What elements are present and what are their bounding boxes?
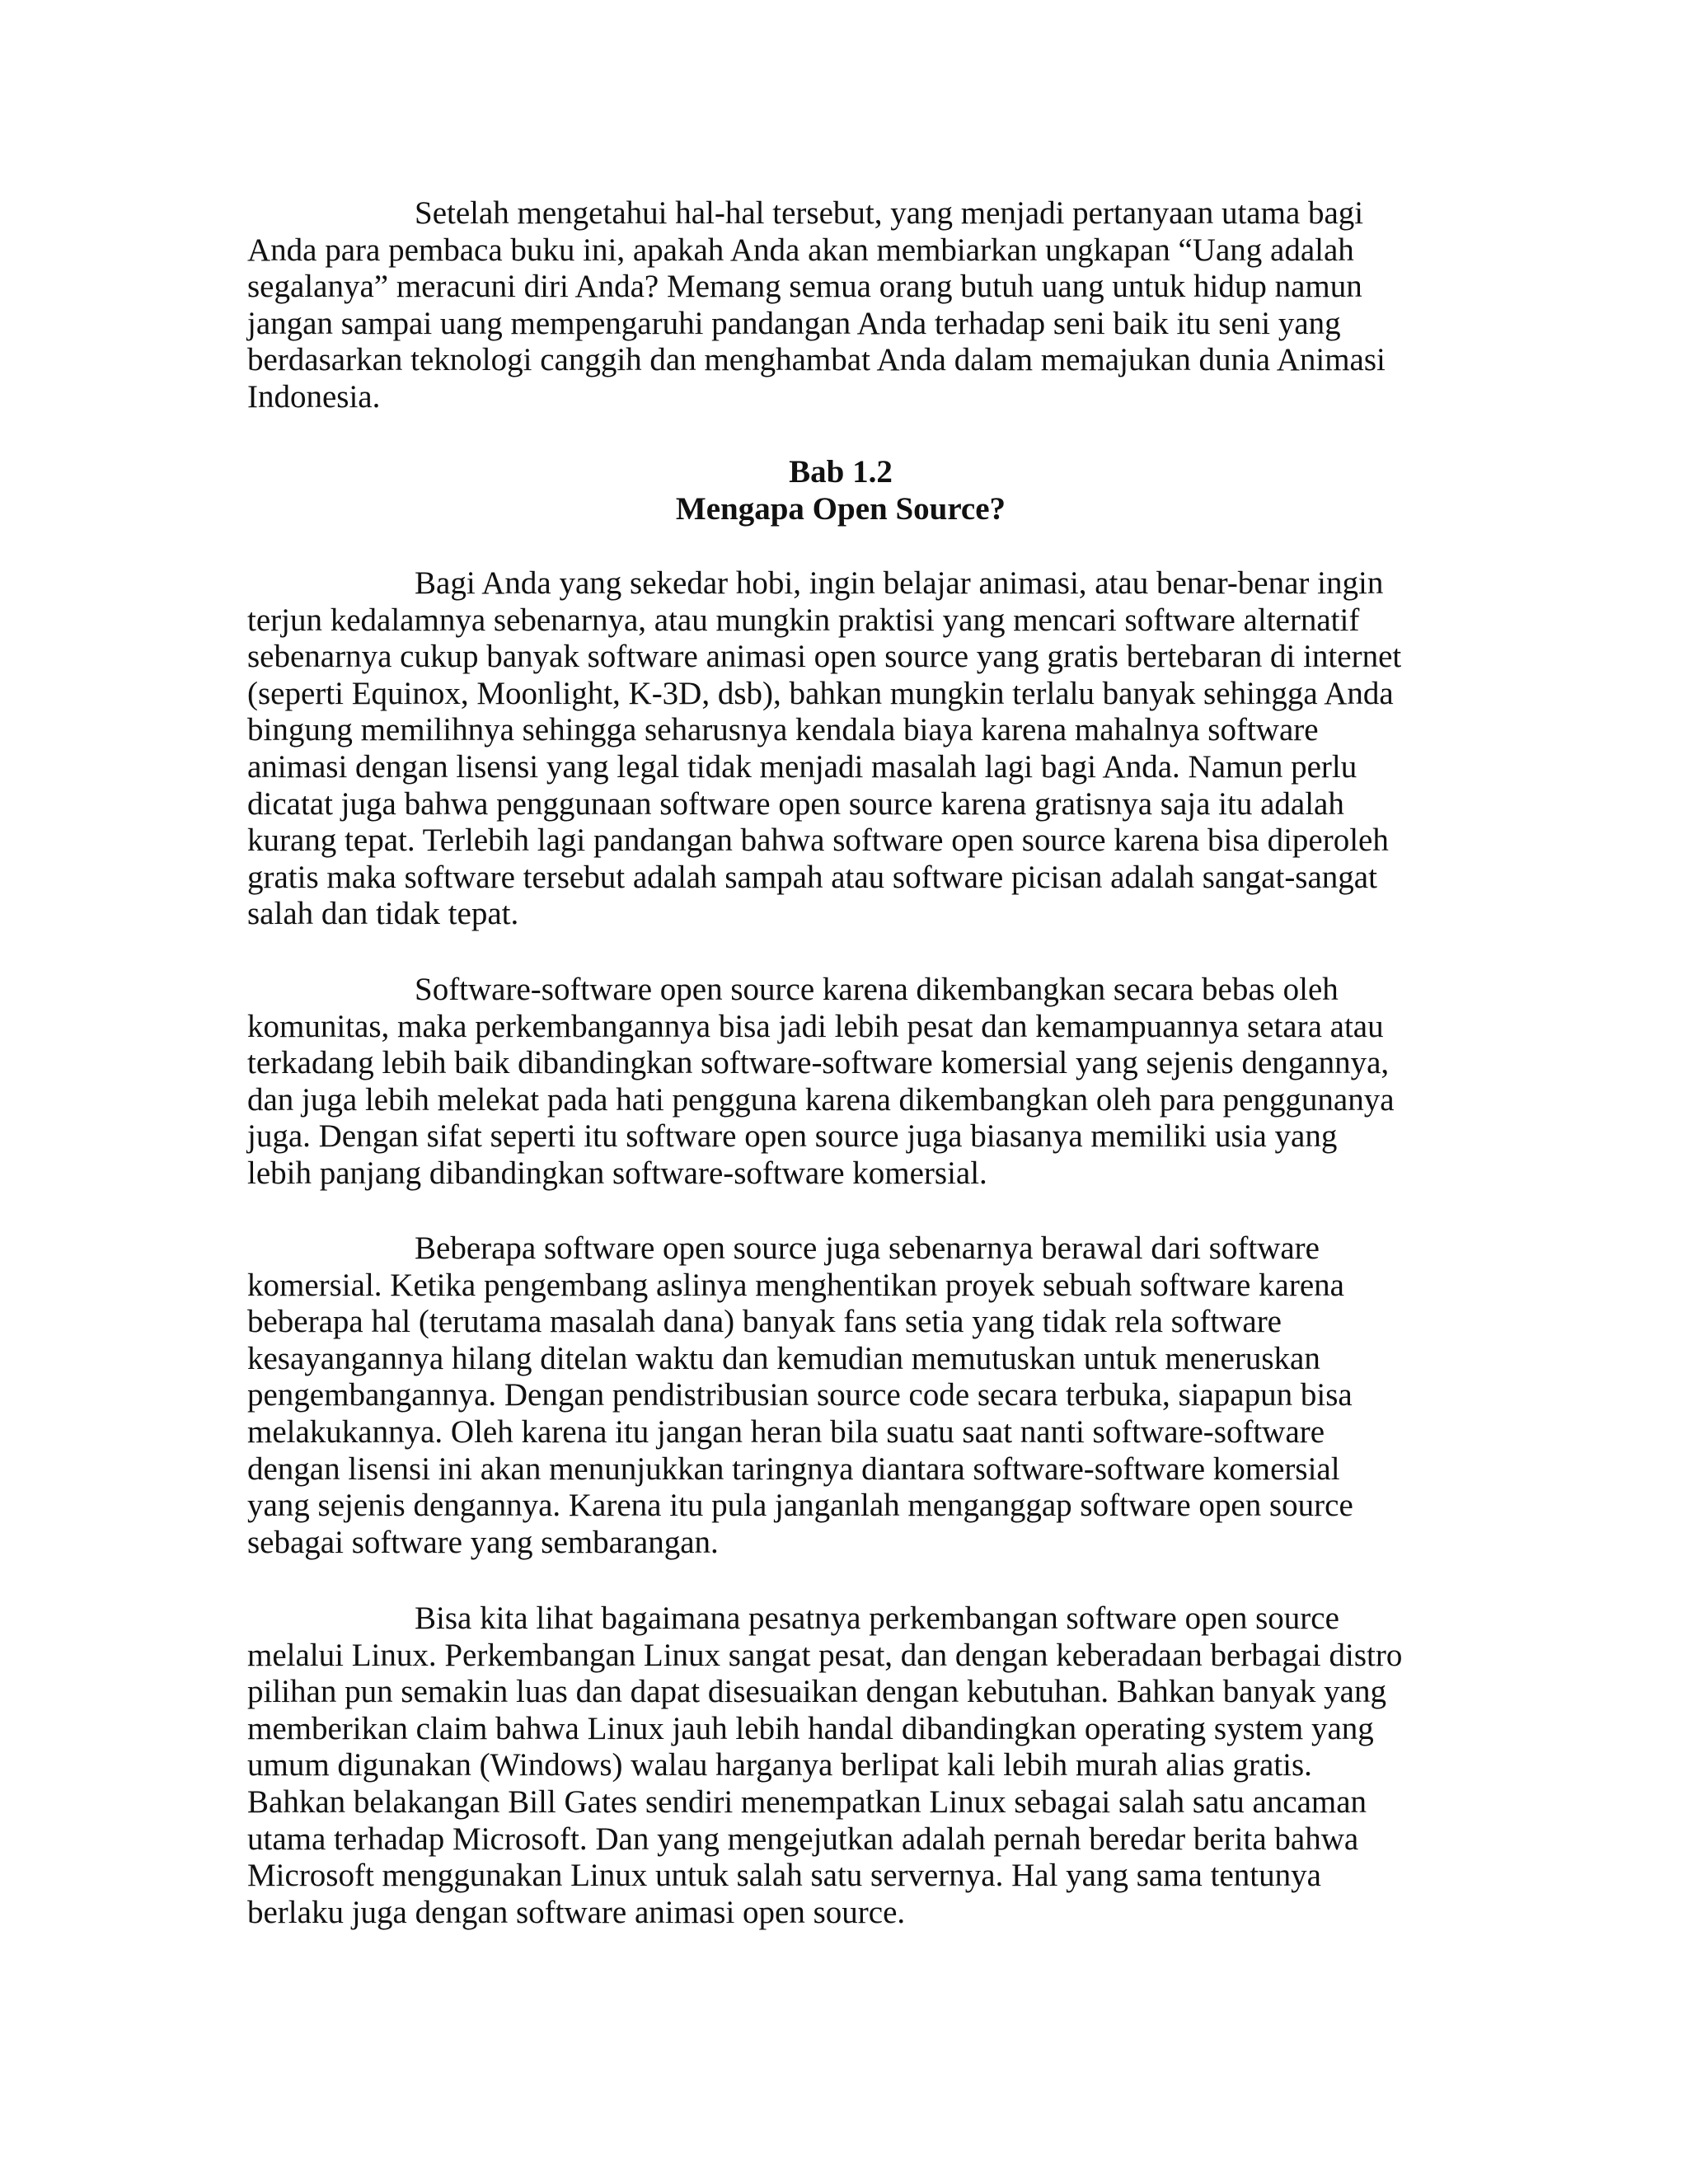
paragraph-line: dengan lisensi ini akan menunjukkan taringnya diantara software-software komersial (247, 1451, 1340, 1487)
paragraph-line: Bisa kita lihat bagaimana pesatnya perkembangan software open source (415, 1601, 1339, 1636)
paragraph-line: umum digunakan (Windows) walau harganya berlipat kali lebih murah alias gratis. (247, 1747, 1312, 1783)
paragraph-line: memberikan claim bahwa Linux jauh lebih handal dibandingkan operating system yang (247, 1710, 1374, 1746)
paragraph-line: terkadang lebih baik dibandingkan software-software komersial yang sejenis dengannya, (247, 1045, 1390, 1081)
paragraph-4 (247, 1601, 1434, 1931)
paragraph-line: Setelah mengetahui hal-hal tersebut, yang menjadi pertanyaan utama bagi (415, 195, 1364, 231)
paragraph-line: berlaku juga dengan software animasi open source. (247, 1894, 906, 1930)
paragraph-line: terjun kedalamnya sebenarnya, atau mungkin praktisi yang mencari software alternatif (247, 602, 1360, 638)
paragraph-line: Software-software open source karena dikembangkan secara bebas oleh (415, 972, 1339, 1007)
paragraph-2 (247, 972, 1434, 1193)
paragraph-line: Indonesia. (247, 378, 381, 415)
paragraph-line: beberapa hal (terutama masalah dana) banyak fans setia yang tidak rela software (247, 1304, 1282, 1340)
paragraph-line: segalanya” meracuni diri Anda? Memang semua orang butuh uang untuk hidup namun (247, 269, 1362, 305)
paragraph-line: kurang tepat. Terlebih lagi pandangan bahwa software open source karena bisa diperoleh (247, 823, 1389, 859)
paragraph-line: gratis maka software tersebut adalah sampah atau software picisan adalah sangat-sangat (247, 859, 1377, 895)
paragraph-line: pengembangannya. Dengan pendistribusian source code secara terbuka, siapapun bisa (247, 1377, 1353, 1413)
paragraph-line: jangan sampai uang mempengaruhi pandangan Anda terhadap seni baik itu seni yang (247, 305, 1341, 341)
paragraph-line: melakukannya. Oleh karena itu jangan heran bila suatu saat nanti software-software (247, 1413, 1325, 1450)
paragraph-line: komersial. Ketika pengembang aslinya menghentikan proyek sebuah software karena (247, 1267, 1344, 1303)
paragraph-line: Beberapa software open source juga sebenarnya berawal dari software (415, 1230, 1320, 1266)
paragraph-line: salah dan tidak tepat. (247, 896, 519, 932)
paragraph-line: juga. Dengan sifat seperti itu software open source juga biasanya memiliki usia yang (247, 1118, 1338, 1155)
paragraph-line: sebenarnya cukup banyak software animasi open source yang gratis bertebaran di internet (247, 639, 1402, 675)
paragraph-1 (247, 565, 1434, 933)
paragraph-line: Anda para pembaca buku ini, apakah Anda akan membiarkan ungkapan “Uang adalah (247, 232, 1354, 268)
paragraph-line: kesayangannya hilang ditelan waktu dan kemudian memutuskan untuk meneruskan (247, 1340, 1320, 1376)
paragraph-line: berdasarkan teknologi canggih dan menghambat Anda dalam memajukan dunia Animasi (247, 342, 1386, 378)
paragraph-line: Bagi Anda yang sekedar hobi, ingin belajar animasi, atau benar-benar ingin (415, 565, 1384, 601)
paragraph-line: utama terhadap Microsoft. Dan yang mengejutkan adalah pernah beredar berita bahwa (247, 1821, 1359, 1857)
chapter-title: Mengapa Open Source? (675, 490, 1006, 527)
paragraph-line: sebagai software yang sembarangan. (247, 1524, 719, 1560)
paragraph-intro (247, 195, 1434, 416)
paragraph-line: (seperti Equinox, Moonlight, K-3D, dsb), bahkan mungkin terlalu banyak sehingga Anda (247, 675, 1394, 711)
paragraph-line: pilihan pun semakin luas dan dapat disesuaikan dengan kebutuhan. Bahkan banyak yang (247, 1674, 1386, 1710)
paragraph-line: Microsoft menggunakan Linux untuk salah satu servernya. Hal yang sama tentunya (247, 1858, 1321, 1894)
chapter-heading (247, 454, 1434, 527)
paragraph-3 (247, 1230, 1434, 1561)
paragraph-line: komunitas, maka perkembangannya bisa jadi lebih pesat dan kemampuannya setara atau (247, 1008, 1384, 1044)
paragraph-line: yang sejenis dengannya. Karena itu pula janganlah menganggap software open source (247, 1488, 1353, 1524)
paragraph-line: dicatat juga bahwa penggunaan software open source karena gratisnya saja itu adalah (247, 785, 1344, 822)
paragraph-line: Bahkan belakangan Bill Gates sendiri menempatkan Linux sebagai salah satu ancaman (247, 1783, 1367, 1820)
paragraph-line: animasi dengan lisensi yang legal tidak menjadi masalah lagi bagi Anda. Namun perlu (247, 748, 1357, 785)
chapter-number: Bab 1.2 (789, 454, 893, 490)
paragraph-line: lebih panjang dibandingkan software-software komersial. (247, 1155, 987, 1191)
paragraph-line: bingung memilihnya sehingga seharusnya kendala biaya karena mahalnya software (247, 712, 1319, 748)
paragraph-line: dan juga lebih melekat pada hati pengguna karena dikembangkan oleh para penggunanya (247, 1081, 1395, 1118)
paragraph-line: melalui Linux. Perkembangan Linux sangat pesat, dan dengan keberadaan berbagai distro (247, 1637, 1403, 1673)
